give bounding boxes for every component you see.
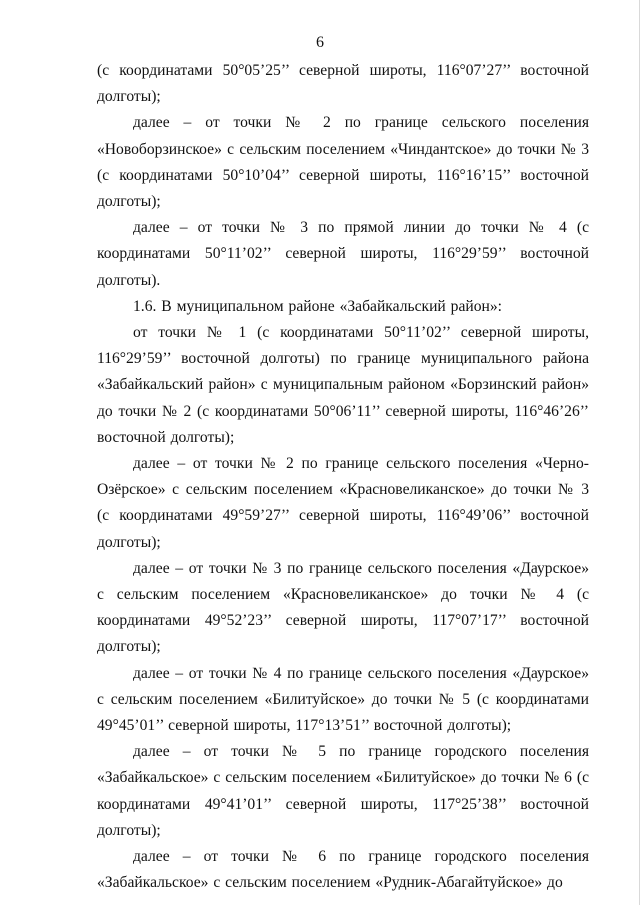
paragraph-point-4-to-5-daurskoe: далее – от точки № 4 по границе сельского поселения «Даурское» с сельским поселением «Билитуйское» до точки № 5 (с координатами 49°45’01’’ северной широты, 117°13’51’’ восточной долготы); [97,664,589,735]
paragraph-point-1-to-2-zabaikalsky: от точки № 1 (с координатами 50°11’02’’ северной широты, 116°29’59’’ восточной долготы) по границе муниципального района «Забайкальский район» с муниципальным районом «Борзинский район» до точки № 2 (с координатами 50°06’11’’ северной широты, 116°46’26’’ восточной долготы); [97,324,589,446]
paragraph-point-5-to-6-zabaikalskoe: далее – от точки № 5 по границе городского поселения «Забайкальское» с сельским поселением «Билитуйское» до точки № 6 (с координатами 49°41’01’’ северной широты, 117°25’38’’ восточной долготы); [97,743,589,839]
paragraph-point-3-to-4-daurskoe: далее – от точки № 3 по границе сельского поселения «Даурское» с сельским поселением «Красновеликанское» до точки № 4 (с координатами 49°52’23’’ северной широты, 117°07’17’’ восточной долготы); [97,559,589,656]
paragraph-point-3-to-4-straight-line: далее – от точки № 3 по прямой линии до точки № 4 (с координатами 50°11’02’’ северной широты, 116°29’59’’ восточной долготы). [97,219,589,289]
paragraph-point-6-rudnik-abagaituiskoe: далее – от точки № 6 по границе городского поселения «Забайкальское» с сельским поселением «Рудник-Абагайтуйское» до [97,848,589,892]
page-number: 6 [316,34,324,51]
section-heading-1-6: 1.6. В муниципальном районе «Забайкальский район»: [133,297,503,315]
document-body [97,58,589,897]
paragraph-continuation: (с координатами 50°05’25’’ северной широты, 116°07’27’’ восточной долготы); [97,62,589,106]
paragraph-point-2-to-3-cherno-ozerskoe: далее – от точки № 2 по границе сельского поселения «Черно-Озёрское» с сельским поселением «Красновеликанское» до точки № 3 (с координатами 49°59’27’’ северной широты, 116°49’06’’ восточной долготы); [97,455,589,551]
paragraph-point-2-to-3-novoborzinskoe: далее – от точки № 2 по границе сельского поселения «Новоборзинское» с сельским поселением «Чиндантское» до точки № 3 (с координатами 50°10’04’’ северной широты, 116°16’15’’ восточной долготы); [97,114,589,211]
